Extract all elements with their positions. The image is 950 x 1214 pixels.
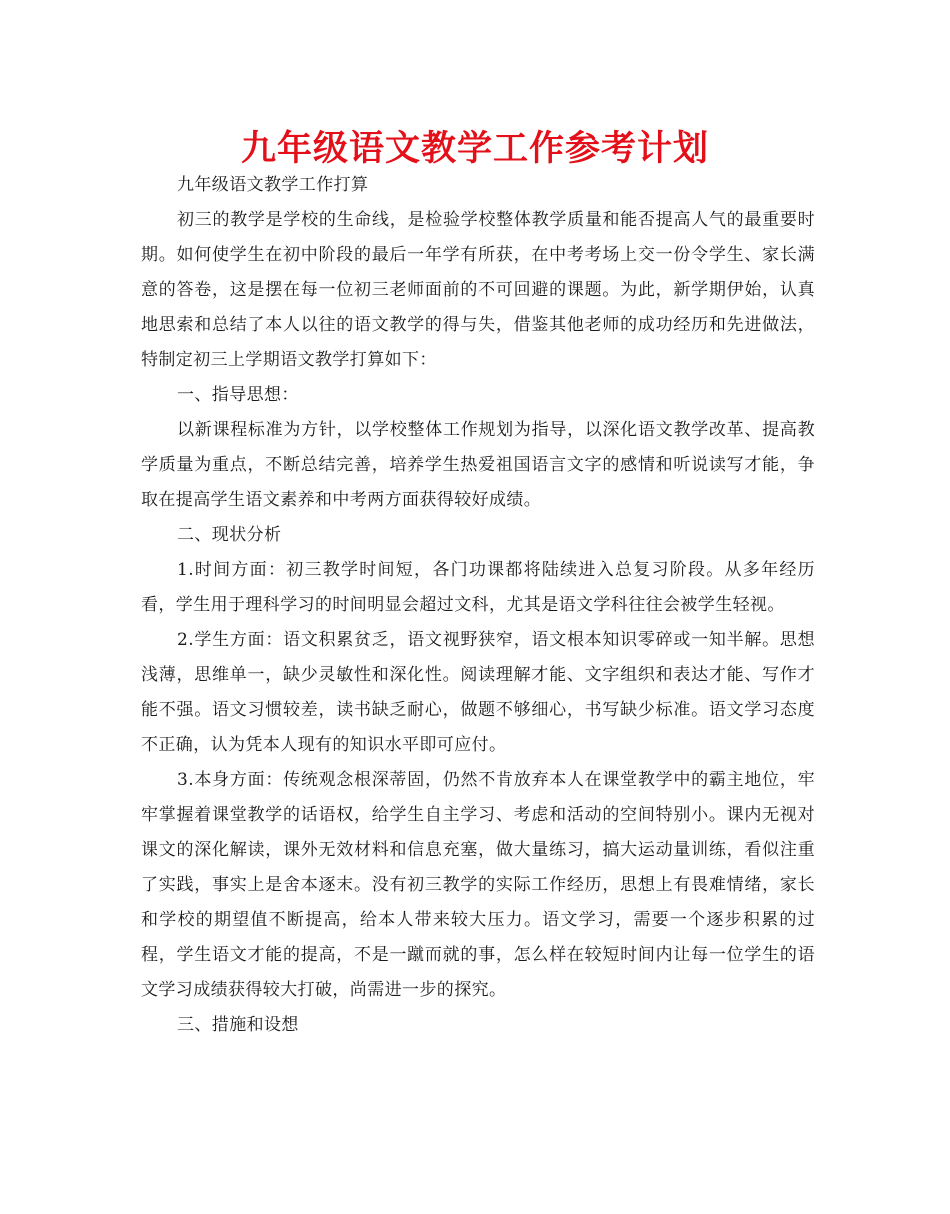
status-students-paragraph: 2.学生方面：语文积累贫乏，语文视野狭窄，语文根本知识零碎或一知半解。思想浅薄，思维单一，缺少灵敏性和深化性。阅读理解才能、文字组织和表达才能、写作才能不强。语文习惯较差，读书缺乏耐心，做题不够细心，书写缺少标准。语文学习态度不正确，认为凭本人现有的知识水平即可应付。 bbox=[141, 630, 815, 755]
section-heading-guiding-ideas: 一、指导思想： bbox=[177, 385, 299, 405]
status-time-paragraph: 1.时间方面：初三教学时间短，各门功课都将陆续进入总复习阶段。从多年经历看，学生用于理科学习的时间明显会超过文科，尤其是语文学科往往会被学生轻视。 bbox=[141, 560, 815, 615]
section-heading-status-analysis: 二、现状分析 bbox=[177, 525, 282, 545]
subtitle-paragraph: 九年级语文教学工作打算 bbox=[177, 175, 369, 195]
section-heading-measures: 三、措施和设想 bbox=[177, 1015, 299, 1035]
document-title: 九年级语文教学工作参考计划 bbox=[240, 129, 709, 169]
document-body bbox=[141, 168, 815, 1043]
status-self-paragraph: 3.本身方面：传统观念根深蒂固，仍然不肯放弃本人在课堂教学中的霸主地位，牢牢掌握着课堂教学的话语权，给学生自主学习、考虑和活动的空间特别小。课内无视对课文的深化解读，课外无效材料和信息充塞，做大量练习，搞大运动量训练，看似注重了实践，事实上是舍本逐末。没有初三教学的实际工作经历，思想上有畏难情绪，家长和学校的期望值不断提高，给本人带来较大压力。语文学习，需要一个逐步积累的过程，学生语文才能的提高，不是一蹴而就的事，怎么样在较短时间内让每一位学生的语文学习成绩获得较大打破，尚需进一步的探究。 bbox=[141, 770, 815, 1000]
intro-paragraph: 初三的教学是学校的生命线，是检验学校整体教学质量和能否提高人气的最重要时期。如何使学生在初中阶段的最后一年学有所获，在中考考场上交一份令学生、家长满意的答卷，这是摆在每一位初三老师面前的不可回避的课题。为此，新学期伊始，认真地思索和总结了本人以往的语文教学的得与失，借鉴其他老师的成功经历和先进做法，特制定初三上学期语文教学打算如下： bbox=[141, 210, 815, 370]
guiding-ideas-paragraph: 以新课程标准为方针，以学校整体工作规划为指导，以深化语文教学改革、提高教学质量为重点，不断总结完善，培养学生热爱祖国语言文字的感情和听说读写才能，争取在提高学生语文素养和中考两方面获得较好成绩。 bbox=[141, 420, 815, 510]
